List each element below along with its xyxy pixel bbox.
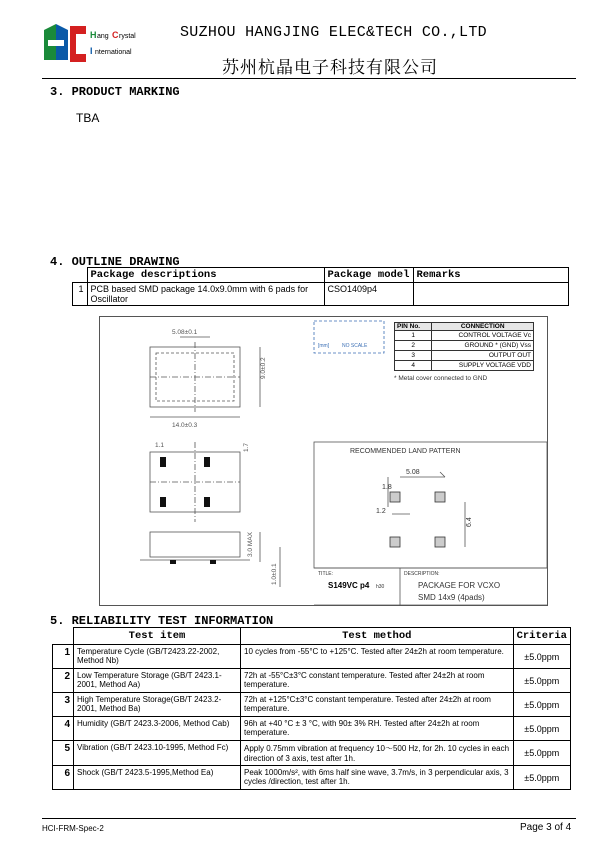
table-row — [53, 741, 571, 766]
rel-criteria: ±5.0ppm — [513, 645, 570, 669]
page-number: Page 3 of 4 — [520, 822, 572, 833]
table-row — [53, 645, 571, 669]
rel-item: Shock (GB/T 2423.5-1995,Method Ea) — [74, 766, 241, 790]
table-row — [53, 669, 571, 693]
rel-method: Apply 0.75mm vibration at frequency 10～500 Hz, for 2h. 10 cycles in each direction of 3 axis, test after 1h. — [241, 741, 514, 766]
land-dim-0: 5.08 — [406, 469, 420, 476]
land-title: RECOMMENDED LAND PATTERN — [350, 448, 461, 455]
dim-side: 1.0±0.1 — [271, 563, 278, 585]
outline-row-remarks — [413, 283, 569, 306]
table-row — [395, 361, 534, 371]
rel-item: High Temperature Storage(GB/T 2423.2-2001, Method Ba) — [74, 693, 241, 717]
pin-note: * Metal cover connected to GND — [394, 375, 488, 382]
rel-method: 10 cycles from -55°C to +125°C. Tested after 24±2h at room temperature. — [241, 645, 514, 669]
land-dim-1: 1.8 — [382, 484, 392, 491]
pin-table — [394, 322, 534, 371]
outline-col-no — [73, 268, 88, 283]
svg-text:rystal: rystal — [119, 33, 136, 40]
rel-no: 5 — [53, 741, 74, 766]
rel-item: Low Temperature Storage (GB/T 2423.1-2001, Method Aa) — [74, 669, 241, 693]
svg-text:nternational: nternational — [95, 49, 132, 56]
dim-height: 3.0 MAX — [247, 532, 254, 557]
outline-row-model: CSO1409p4 — [324, 283, 413, 306]
dim-right: 9.0±0.2 — [260, 357, 267, 379]
rel-method: Peak 1000m/s², with 6ms half sine wave, 3.7m/s, in 3 perpendicular axis, 3 cycles /direction, test after 1h. — [241, 766, 514, 790]
rel-no: 2 — [53, 669, 74, 693]
pin-conn: SUPPLY VOLTAGE VDD — [432, 361, 534, 371]
pin-no: 4 — [395, 361, 432, 371]
rel-no: 1 — [53, 645, 74, 669]
dim-pad-h: 1.7 — [243, 442, 250, 452]
title-code: h30 — [376, 584, 385, 590]
outline-col-desc: Package descriptions — [87, 268, 324, 283]
table-row — [73, 283, 569, 306]
desc-label: DESCRIPTION: — [404, 571, 440, 577]
rel-method: 96h at +40 °C ± 3 °C, with 90± 3% RH. Tested after 24±2h at room temperature. — [241, 717, 514, 741]
title-label: TITLE: — [318, 571, 334, 577]
rel-criteria: ±5.0ppm — [513, 669, 570, 693]
pin-conn: GROUND * (GND) Vss — [432, 341, 534, 351]
rel-method: 72h at -55°C±3°C constant temperature. Tested after 24±2h at room temperature. — [241, 669, 514, 693]
outline-row-desc: PCB based SMD package 14.0x9.0mm with 6 pads for Oscillator — [87, 283, 324, 306]
rel-item: Humidity (GB/T 2423.3-2006, Method Cab) — [74, 717, 241, 741]
svg-text:I: I — [90, 46, 93, 56]
pin-no: 3 — [395, 351, 432, 361]
scale-label: NO SCALE — [342, 343, 368, 349]
rel-no: 4 — [53, 717, 74, 741]
header-divider — [42, 78, 576, 79]
rel-criteria: ±5.0ppm — [513, 693, 570, 717]
table-row — [395, 331, 534, 341]
rel-criteria: ±5.0ppm — [513, 717, 570, 741]
rel-item: Vibration (GB/T 2423.10-1995, Method Fc) — [74, 741, 241, 766]
pin-col-no: PIN No. — [395, 323, 432, 331]
rel-method: 72h at +125°C±3°C constant temperature. Tested after 24±2h at room temperature. — [241, 693, 514, 717]
outline-table — [72, 267, 569, 306]
pin-conn: CONTROL VOLTAGE Vc — [432, 331, 534, 341]
dim-bottom: 14.0±0.3 — [172, 422, 198, 429]
dim-pad-w: 1.1 — [155, 442, 165, 449]
table-row — [395, 351, 534, 361]
svg-text:C: C — [112, 30, 119, 40]
rel-col-method: Test method — [241, 628, 514, 645]
footer-divider — [42, 818, 576, 819]
table-row — [53, 766, 571, 790]
land-dim-3: 6.4 — [466, 517, 473, 527]
rel-col-criteria: Criteria — [513, 628, 570, 645]
outline-col-remarks: Remarks — [413, 268, 569, 283]
svg-text:ang: ang — [97, 33, 109, 40]
section-title-outline-drawing: 4. OUTLINE DRAWING — [50, 255, 180, 269]
pin-col-conn: CONNECTION — [432, 323, 534, 331]
svg-text:H: H — [90, 30, 97, 40]
title-value: S149VC p4 — [328, 581, 370, 590]
section-title-product-marking: 3. PRODUCT MARKING — [50, 85, 180, 99]
outline-col-model: Package model — [324, 268, 413, 283]
rel-no: 6 — [53, 766, 74, 790]
rel-item: Temperature Cycle (GB/T2423.22-2002, Method Nb) — [74, 645, 241, 669]
outline-drawing — [99, 316, 548, 606]
rel-col-no — [53, 628, 74, 645]
table-row — [53, 693, 571, 717]
unit-label: [mm] — [318, 343, 330, 349]
section-title-reliability: 5. RELIABILITY TEST INFORMATION — [50, 614, 274, 628]
company-logo — [42, 20, 162, 66]
doc-code: HCI-FRM-Spec-2 — [42, 824, 104, 833]
pin-no: 1 — [395, 331, 432, 341]
rel-col-item: Test item — [74, 628, 241, 645]
pin-conn: OUTPUT OUT — [432, 351, 534, 361]
reliability-table — [52, 627, 571, 790]
rel-no: 3 — [53, 693, 74, 717]
land-dim-2: 1.2 — [376, 508, 386, 515]
desc-line1: PACKAGE FOR VCXO — [418, 581, 501, 590]
table-row — [395, 341, 534, 351]
pin-no: 2 — [395, 341, 432, 351]
rel-criteria: ±5.0ppm — [513, 766, 570, 790]
company-name-en: SUZHOU HANGJING ELEC&TECH CO.,LTD — [180, 24, 487, 41]
dim-top: 5.08±0.1 — [172, 329, 198, 336]
company-name-cn: 苏州杭晶电子科技有限公司 — [222, 58, 438, 78]
product-marking-content: TBA — [76, 111, 100, 125]
outline-row-no: 1 — [73, 283, 88, 306]
desc-line2: SMD 14x9 (4pads) — [418, 593, 485, 602]
table-row — [53, 717, 571, 741]
rel-criteria: ±5.0ppm — [513, 741, 570, 766]
